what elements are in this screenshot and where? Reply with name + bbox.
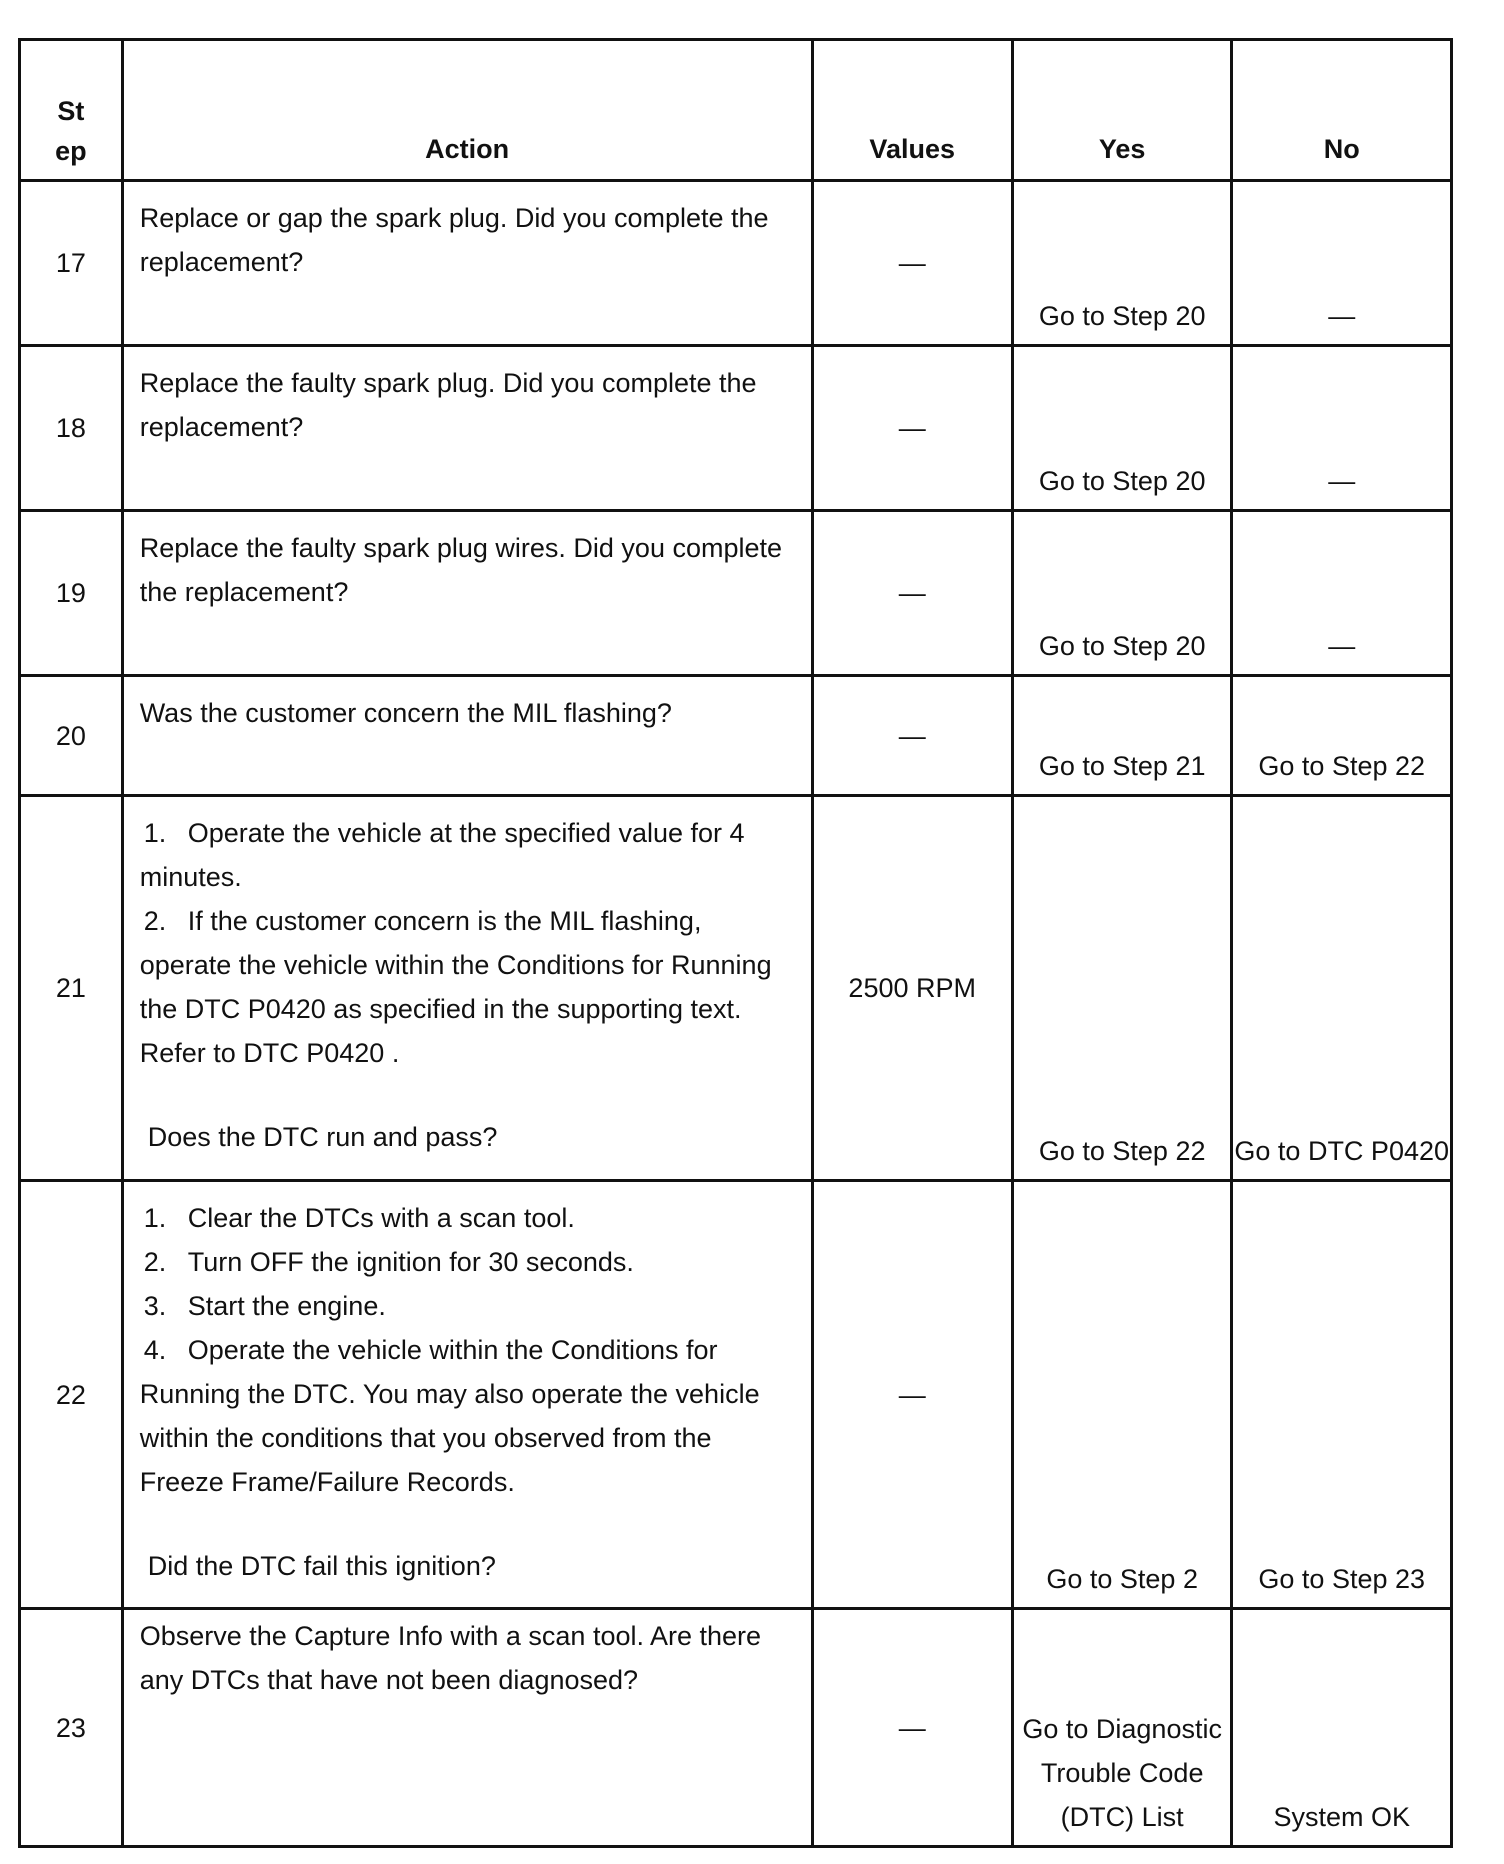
step-number: 19 [20,511,123,676]
action-cell [122,1181,812,1609]
yes-cell: Go to Diagnostic Trouble Code (DTC) List [1012,1609,1232,1847]
action-list-item [140,1240,795,1284]
step-number: 23 [20,1609,123,1847]
no-cell: Go to Step 22 [1232,676,1452,796]
values-cell: — [812,181,1012,346]
values-cell: 2500 RPM [812,796,1012,1181]
diagnostic-steps-table [18,38,1453,1848]
step-number: 21 [20,796,123,1181]
item-text: Turn OFF the ignition for 30 seconds. [187,1247,634,1277]
step-number: 20 [20,676,123,796]
values-cell: — [812,511,1012,676]
step-number: 18 [20,346,123,511]
table-row [20,676,1452,796]
action-cell [122,511,812,676]
table-row [20,1609,1452,1847]
header-values: Values [812,40,1012,181]
no-cell: — [1232,511,1452,676]
header-step-line2: ep [55,136,87,166]
yes-cell: Go to Step 22 [1012,796,1232,1181]
action-cell [122,346,812,511]
item-number: 2. [143,1247,167,1277]
header-no: No [1232,40,1452,181]
action-cell [122,181,812,346]
header-step-line1: St [57,96,85,126]
no-cell: System OK [1232,1609,1452,1847]
step-number: 17 [20,181,123,346]
item-text: Start the engine. [187,1291,386,1321]
yes-cell: Go to Step 2 [1012,1181,1232,1609]
action-text: Replace the faulty spark plug wires. Did you complete the replacement? [139,533,783,607]
action-list-item [140,1328,795,1504]
action-list-item [140,1196,795,1240]
action-text: Replace the faulty spark plug. Did you complete the replacement? [139,368,757,442]
no-cell: — [1232,346,1452,511]
item-number: 4. [143,1335,167,1365]
item-text: Operate the vehicle at the specified value for 4 minutes. [139,818,745,892]
item-text: Clear the DTCs with a scan tool. [187,1203,575,1233]
action-list-item [140,1284,795,1328]
item-number: 1. [143,818,167,848]
table-row [20,1181,1452,1609]
no-cell: Go to Step 23 [1232,1181,1452,1609]
values-cell: — [812,346,1012,511]
step-number: 22 [20,1181,123,1609]
table-row [20,346,1452,511]
action-question: Does the DTC run and pass? [147,1122,498,1152]
yes-cell: Go to Step 20 [1012,511,1232,676]
values-cell: — [812,1181,1012,1609]
values-cell: — [812,1609,1012,1847]
action-text: Observe the Capture Info with a scan tool. Are there any DTCs that have not been diagnosed? [139,1621,762,1695]
action-cell [122,676,812,796]
yes-cell: Go to Step 20 [1012,346,1232,511]
item-text: If the customer concern is the MIL flashing, operate the vehicle within the Conditions for Running the DTC P0420 as specified in the supporting text. Refer to DTC P0420 . [139,906,772,1068]
action-text: Was the customer concern the MIL flashing? [139,698,672,728]
no-cell: Go to DTC P0420 [1232,796,1452,1181]
header-step [20,40,123,181]
action-cell [122,796,812,1181]
item-text: Operate the vehicle within the Conditions for Running the DTC. You may also operate the vehicle within the conditions that you observed from the Freeze Frame/Failure Records. [139,1335,760,1497]
no-cell: — [1232,181,1452,346]
header-yes: Yes [1012,40,1232,181]
yes-cell: Go to Step 21 [1012,676,1232,796]
table-header-row [20,40,1452,181]
item-number: 3. [143,1291,167,1321]
table-row [20,511,1452,676]
action-cell [122,1609,812,1847]
action-list-item [140,811,795,899]
action-list-item [140,899,795,1075]
action-question: Did the DTC fail this ignition? [147,1551,496,1581]
action-text: Replace or gap the spark plug. Did you complete the replacement? [139,203,769,277]
item-number: 1. [143,1203,167,1233]
yes-cell: Go to Step 20 [1012,181,1232,346]
table-row [20,181,1452,346]
header-action: Action [122,40,812,181]
item-number: 2. [143,906,167,936]
table-row [20,796,1452,1181]
values-cell: — [812,676,1012,796]
